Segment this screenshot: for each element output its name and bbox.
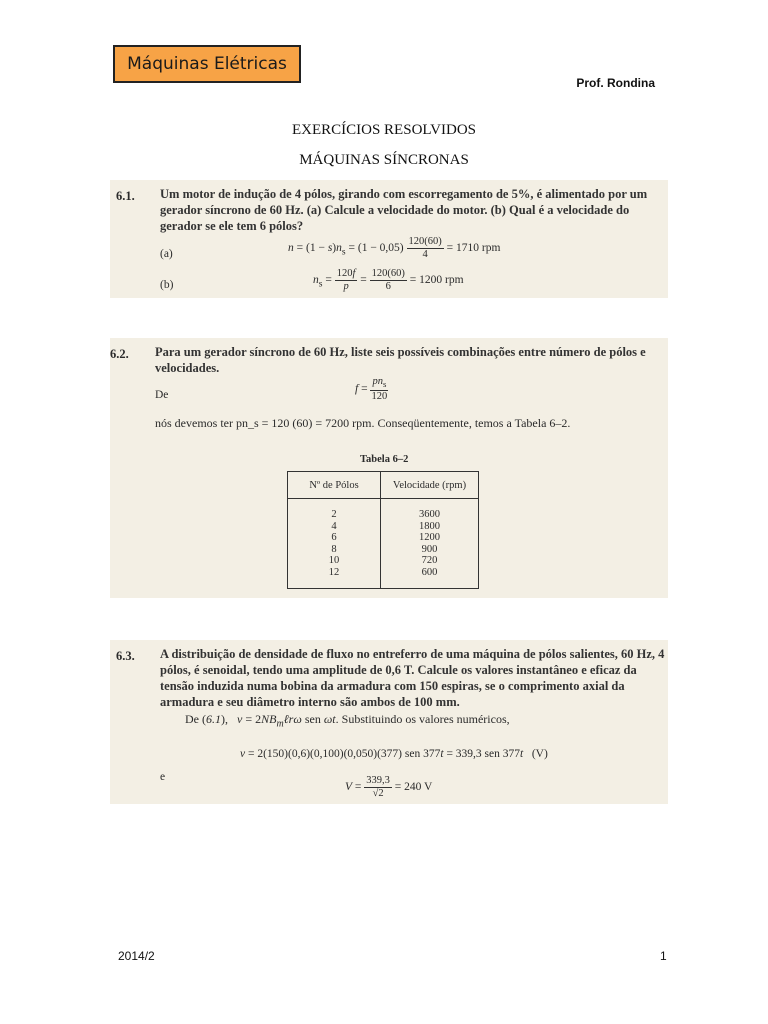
table-cell: 10 <box>328 555 340 566</box>
equation-frequency: f = $\frac{pn_s}{120}$ <box>355 376 388 403</box>
column-header-speed: Velocidade (rpm) <box>381 472 479 499</box>
equation-rms-voltage: V = $\frac{339,3}{√2}$ = 240 V <box>345 775 433 799</box>
subject-box <box>113 45 301 83</box>
table-cell: 1800 <box>419 520 440 532</box>
footer-semester: 2014/2 <box>118 949 155 963</box>
equation-generator-speed: $n_s$ = $\frac{120f}{p}$ = $\frac{120(60)}{6}$ = 1200 rpm <box>313 268 464 292</box>
exercise-statement: Para um gerador síncrono de 60 Hz, liste seis possíveis combinações entre número de pólos e velocidades. <box>155 345 646 375</box>
formula-intro-suffix: . Substituindo os valores numéricos, <box>335 712 510 726</box>
exercise-6-1-scan <box>110 180 668 298</box>
equation-instantaneous-voltage: v = 2(150)(0,6)(0,100)(0,050)(377) sen 377t = 339,3 sen 377t (V) <box>240 748 548 760</box>
table-cell: 6 <box>331 532 337 543</box>
exercise-statement: Um motor de indução de 4 pólos, girando com escorregamento de 5%, é alimentado por um gerador síncrono de 60 Hz. (a) Calcule a velocidade do motor. (b) Qual é a velocidade do gerador se ele tem 6 pólos? <box>160 187 648 233</box>
equation-motor-speed: $n = (1 - s)n_s = (1 - 0,05)$ $\frac{120(60)}{4}$ = 1710 rpm <box>288 236 501 260</box>
speed-column <box>381 499 479 589</box>
table-cell: 600 <box>421 566 438 578</box>
part-b-label: (b) <box>160 279 174 291</box>
exercise-number: 6.1. <box>116 189 135 203</box>
page-subtitle: MÁQUINAS SÍNCRONAS <box>299 152 469 168</box>
table-cell: 8 <box>331 543 337 555</box>
professor-name: Prof. Rondina <box>576 76 655 90</box>
poles-column <box>288 499 381 589</box>
table-title: Tabela 6–2 <box>360 454 409 465</box>
de-label: De <box>155 389 169 401</box>
part-a-label: (a) <box>160 248 173 260</box>
exercise-number: 6.3. <box>116 649 135 663</box>
table-cell: 720 <box>421 555 438 566</box>
table-cell: 1200 <box>419 532 440 543</box>
formula-intro: De (6.1), $v = 2NB_m\ell r\omega$ sen ωt. Substituindo os valores numéricos, <box>185 712 510 730</box>
table-cell: 4 <box>331 520 337 532</box>
exercise-6-2-scan <box>110 338 668 598</box>
e-label: e <box>160 771 166 783</box>
table-cell: 3600 <box>419 509 440 520</box>
exercise-statement: A distribuição de densidade de fluxo no entreferro de uma máquina de pólos salientes, 60 Hz, 4 pólos, é senoidal, tendo uma amplitude de 0,6 T. Calcule os valores instantâneo e eficaz da tensão induzida numa bobina da armadura com 150 espiras, se o comprimento axial da armadura e seu diâmetro interno são ambos de 100 mm. <box>160 647 665 709</box>
page-number: 1 <box>660 949 667 963</box>
conclusion-text: nós devemos ter pn_s = 120 (60) = 7200 rpm. Conseqüentemente, temos a Tabela 6–2. <box>155 416 571 430</box>
exercise-6-3-scan <box>110 640 668 804</box>
table-cell: 2 <box>331 509 337 520</box>
table-cell: 12 <box>328 566 340 578</box>
page-title: EXERCÍCIOS RESOLVIDOS <box>291 122 477 138</box>
subject-label: Máquinas Elétricas <box>127 54 287 74</box>
poles-speed-table <box>287 471 479 589</box>
table-cell: 900 <box>421 543 438 555</box>
exercise-number: 6.2. <box>110 347 129 361</box>
column-header-poles: Nº de Pólos <box>288 472 381 499</box>
